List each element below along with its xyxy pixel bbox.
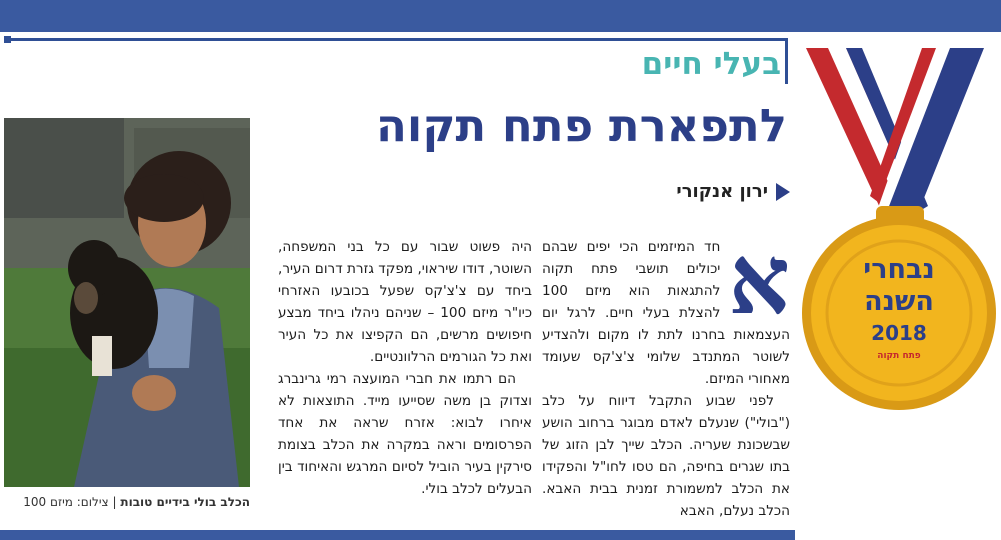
drop-cap: א bbox=[728, 223, 790, 336]
medal-graphic bbox=[798, 38, 1001, 418]
paragraph-text: חד המיזמים הכי יפים שבהם יכולים תושבי פתח תקוה להתגאות הוא מיזם 100 להצלת בעלי חיים. לרגל יום העצמאות בחרנו לתת לו מקום ולהצדיע לשוטר המתנדב שלומי צ'צ'קס שעומד מאחורי המיזם. bbox=[542, 239, 790, 387]
medal-line2: השנה bbox=[864, 286, 934, 317]
section-label: בעלי חיים bbox=[641, 46, 781, 82]
medal-year: 2018 bbox=[871, 321, 927, 345]
caption-credit: צילום: מיזם 100 bbox=[23, 495, 109, 509]
byline-arrow-icon bbox=[776, 183, 790, 201]
article-column-left bbox=[278, 236, 532, 500]
header-rule-vertical bbox=[785, 38, 788, 84]
caption-separator: | bbox=[112, 495, 117, 509]
article-paragraph bbox=[542, 223, 790, 390]
article-photo bbox=[4, 118, 250, 487]
article-column-right bbox=[542, 223, 790, 522]
header-rule bbox=[6, 38, 788, 41]
medal-sub: פתח תקוה bbox=[877, 351, 921, 361]
article-paragraph: היה פשוט שבור עם כל בני המשפחה, השוטר, דודו שיראוי, מפקד גזרת דרום העיר, ביחד עם צ'צ'קס שפעל בכובעו האזרחי כיו"ר מיזם 100 – שניהם ניהלו ביחד מבצע חיפושים מרשים, הם הקפיצו את כל העיר ואת כל הגורמים הרלוונטיים. bbox=[278, 239, 533, 365]
article-paragraph: לפני שבוע התקבל דיווח על כלב ("בולי") שנעלם לאדם מבוגר ברחוב הושע שבשכונת שעריה. הכלב שייך לבן הזוג של בתו שגרים בחיפה, הם טסו לחו"ל והפקידו את הכלב למשמורת זמנית בבית האבא. הכלב נעלם, האבא bbox=[542, 393, 790, 519]
byline bbox=[676, 181, 790, 202]
photo-illustration bbox=[4, 118, 250, 487]
bottom-color-band bbox=[0, 530, 795, 540]
byline-author: ירון אנקורי bbox=[676, 181, 768, 202]
medal-line1: נבחרי bbox=[863, 254, 935, 285]
photo-caption bbox=[4, 494, 250, 510]
article-headline: לתפארת פתח תקוה bbox=[376, 99, 787, 152]
top-color-band bbox=[0, 0, 1001, 32]
caption-title: הכלב בולי בידיים טובות bbox=[120, 495, 250, 509]
article-paragraph: הם רתמו את חברי המועצה רמי גרינברג וצדוק בן משה שסייעו מייד. התוצאות לא איחרו לבוא: אזרח שראה את אחד הפרסומים וראה במקרה את הכלב בצומת סירקין בעיר הוביל לסיום המרגש והאיחוד בין הבעלים לכלב בולי. bbox=[278, 371, 532, 497]
